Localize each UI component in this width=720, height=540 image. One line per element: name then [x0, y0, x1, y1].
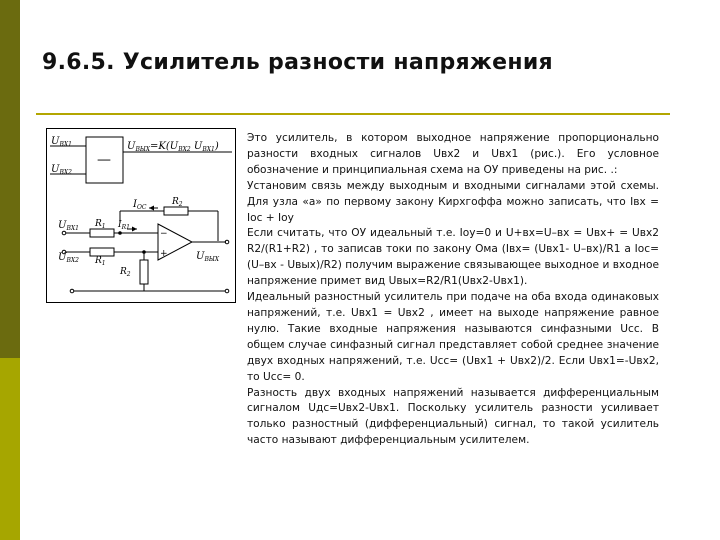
- label-r2-top: $R_2$: [172, 197, 183, 208]
- label-uout: $U_{ВЫХ}$: [196, 251, 220, 263]
- label-ir1: $I_{R1}$: [118, 220, 130, 231]
- node-a: [118, 231, 122, 235]
- resistor-r1-top: [90, 229, 114, 237]
- label-ioc: $I_{ОС}$: [133, 199, 147, 211]
- sidebar-accent-top: [0, 0, 20, 358]
- resistor-r2-feedback: [164, 207, 188, 215]
- ir1-arrow: [132, 227, 137, 232]
- block-output-formula: $U_{ВЫХ}=K(U_{ВХ2}$ $U_{ВХ1}$): [127, 141, 219, 153]
- paragraph: Это усилитель, в котором выходное напряжение пропорционально разности входных сигналов Uвх2 и Uвх1 (рис.). Его условное обозначение и принципиальная схема на ОУ приведены на рис. .:: [247, 132, 659, 176]
- block-uin2-label: $U_{ВХ2}$: [51, 164, 72, 176]
- label-r2-bottom: $R_2$: [120, 267, 131, 278]
- ioc-arrow: [149, 206, 154, 211]
- resistor-r2-ground: [140, 260, 148, 284]
- block-uin1-label: $U_{ВХ1}$: [51, 136, 72, 148]
- circuit-diagram: [46, 128, 236, 303]
- circuit-figure: [46, 128, 236, 303]
- subtractor-symbol: —: [97, 152, 111, 168]
- title-divider: [36, 113, 670, 115]
- slide-title: 9.6.5. Усилитель разности напряжения: [42, 50, 553, 75]
- paragraph: Если считать, что ОУ идеальный т.е. Iоу=0 и U+вх=U–вх = Uвх+ = Uвх2 R2/(R1+R2) , то записав токи по закону Ома (Iвх= (Uвх1- U–вх)/R1 а Iос= (U–вх - Uвых)/R2) получим выражение связывающее выходное и входное напряжение примет вид Uвых=R2/R1(Uвх2-Uвх1).: [247, 227, 659, 288]
- label-r1-bottom: $R_1$: [95, 256, 106, 267]
- svg-text:+: +: [160, 249, 168, 259]
- sidebar-accent-bottom: [0, 358, 20, 540]
- figure-frame: [47, 129, 236, 303]
- paragraph: Установим связь между выходным и входными сигналами этой схемы. Для узла «а» по первому закону Кирхгоффа можно записать, что Iвх = Iос + Iоу: [247, 179, 659, 224]
- svg-text:−: −: [160, 229, 168, 239]
- label-r1-top: $R_1$: [95, 219, 106, 230]
- paragraph: Идеальный разностный усилитель при подаче на оба входа одинаковых напряжений, т.е. Uвх1 = Uвх2 , имеет на выходе напряжение равное нулю. Такие входные напряжения называются синфазными Ucc. В общем случае синфазный сигнал представляет собой среднее значение двух входных напряжений, т.е. Ucc= (Uвх1 + Uвх2)/2. Если Uвх1=-Uвх2, то Ucc= 0.: [247, 291, 659, 383]
- label-uin1: $U_{ВХ1}$: [58, 220, 79, 232]
- paragraph: Разность двух входных напряжений называется дифференциальным сигналом Uдс=Uвх2-Uвх1. Поскольку усилитель разности усиливает только разностный (дифференциальный) сигнал, то такой усилитель часто называют дифференциальным усилителем.: [247, 386, 659, 447]
- resistor-r1-bottom: [90, 248, 114, 256]
- label-uin2: $U_{ВХ2}$: [58, 252, 79, 264]
- body-text: [247, 131, 659, 449]
